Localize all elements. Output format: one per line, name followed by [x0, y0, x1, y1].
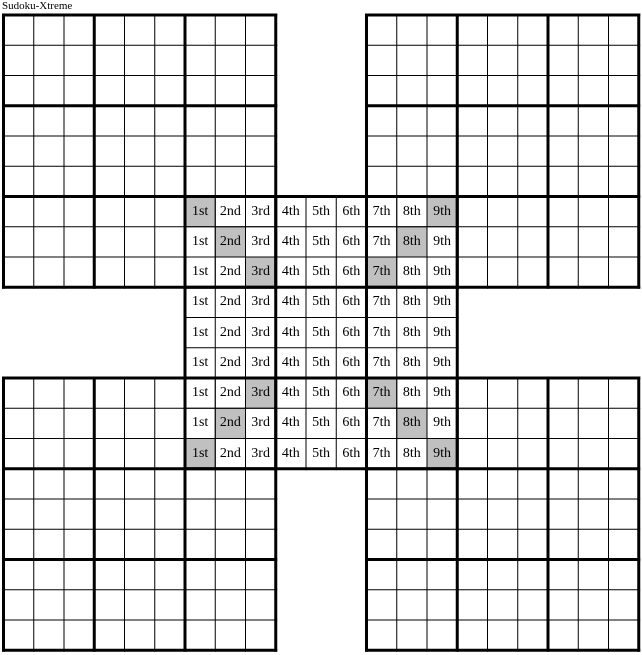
center-cell-r5c5: 5th [312, 324, 331, 340]
center-cell-r6c2: 2nd [219, 354, 241, 370]
center-cell-r8c5: 5th [312, 415, 331, 431]
center-cell-r4c2: 2nd [219, 294, 241, 310]
center-cell-r7c9: 9th [433, 385, 452, 401]
center-cell-r9c5: 5th [312, 445, 331, 461]
center-cell-r6c4: 4th [281, 354, 300, 370]
center-cell-r8c4: 4th [281, 415, 300, 431]
center-cell-r1c1-shaded: 1st [185, 197, 215, 227]
center-cell-r4c5: 5th [312, 294, 331, 310]
center-cell-r8c3: 3rd [251, 415, 270, 431]
center-cell-r4c9: 9th [433, 294, 452, 310]
center-cell-r3c3-shaded: 3rd [246, 257, 276, 287]
center-cell-r1c4: 4th [281, 203, 300, 219]
center-cell-r6c1: 1st [191, 354, 209, 370]
center-cell-r6c8: 8th [402, 354, 421, 370]
center-cell-r7c3-shaded: 3rd [246, 378, 276, 408]
center-cell-r3c5: 5th [312, 264, 331, 280]
center-cell-r2c1: 1st [191, 233, 209, 249]
center-cell-r3c8: 8th [402, 264, 421, 280]
center-cell-r9c4: 4th [281, 445, 300, 461]
center-cell-r2c7: 7th [372, 233, 391, 249]
center-cell-r1c2: 2nd [219, 203, 241, 219]
center-cell-r5c2: 2nd [219, 324, 241, 340]
center-cell-r1c6: 6th [342, 203, 361, 219]
center-cell-r5c7: 7th [372, 324, 391, 340]
center-cell-r2c4: 4th [281, 233, 300, 249]
center-cell-r5c6: 6th [342, 324, 361, 340]
center-cell-r1c7: 7th [372, 203, 391, 219]
center-cell-r5c1: 1st [191, 324, 209, 340]
center-cell-r3c6: 6th [342, 264, 361, 280]
center-cell-r3c1: 1st [191, 264, 209, 280]
center-cell-r5c4: 4th [281, 324, 300, 340]
center-cell-r9c3: 3rd [251, 445, 270, 461]
center-cell-r5c8: 8th [402, 324, 421, 340]
center-cell-r2c8-shaded: 8th [397, 227, 427, 257]
center-cell-r4c7: 7th [372, 294, 391, 310]
center-cell-r4c3: 3rd [251, 294, 270, 310]
center-cell-r7c4: 4th [281, 385, 300, 401]
center-cell-r9c1-shaded: 1st [185, 439, 215, 469]
center-cell-r6c3: 3rd [251, 354, 270, 370]
center-cell-r7c7-shaded: 7th [367, 378, 397, 408]
center-cell-r7c8: 8th [402, 385, 421, 401]
center-cell-r2c3: 3rd [251, 233, 270, 249]
center-cell-r8c9: 9th [433, 415, 452, 431]
center-cell-r5c9: 9th [433, 324, 452, 340]
center-cell-r7c6: 6th [342, 385, 361, 401]
center-cell-r3c9: 9th [433, 264, 452, 280]
center-cell-r9c9-shaded: 9th [427, 439, 457, 469]
center-cell-r3c7-shaded: 7th [367, 257, 397, 287]
center-cell-r4c8: 8th [402, 294, 421, 310]
center-cell-r6c7: 7th [372, 354, 391, 370]
center-cell-r9c8: 8th [402, 445, 421, 461]
center-cell-r4c1: 1st [191, 294, 209, 310]
center-cell-r4c6: 6th [342, 294, 361, 310]
center-cell-r3c2: 2nd [219, 264, 241, 280]
center-cell-r8c7: 7th [372, 415, 391, 431]
center-cell-r5c3: 3rd [251, 324, 270, 340]
center-cell-r1c8: 8th [402, 203, 421, 219]
center-cell-r9c6: 6th [342, 445, 361, 461]
center-grid [185, 197, 457, 469]
center-cell-r7c2: 2nd [219, 385, 241, 401]
center-cell-r8c6: 6th [342, 415, 361, 431]
puzzle-title: Sudoku-Xtreme [2, 0, 73, 12]
center-cell-r8c2-shaded: 2nd [215, 408, 245, 438]
center-cell-r6c9: 9th [433, 354, 452, 370]
center-cell-r7c1: 1st [191, 385, 209, 401]
center-cell-r1c3: 3rd [251, 203, 270, 219]
center-cell-r6c5: 5th [312, 354, 331, 370]
center-cell-r4c4: 4th [281, 294, 300, 310]
center-cell-r9c2: 2nd [219, 445, 241, 461]
center-cell-r2c5: 5th [312, 233, 331, 249]
center-cell-r2c6: 6th [342, 233, 361, 249]
center-cell-r1c5: 5th [312, 203, 331, 219]
center-cell-r7c5: 5th [312, 385, 331, 401]
center-cell-r2c2-shaded: 2nd [215, 227, 245, 257]
center-cell-r3c4: 4th [281, 264, 300, 280]
center-cell-r6c6: 6th [342, 354, 361, 370]
center-cell-r1c9-shaded: 9th [427, 197, 457, 227]
center-cell-r9c7: 7th [372, 445, 391, 461]
center-cell-r2c9: 9th [433, 233, 452, 249]
center-cell-r8c1: 1st [191, 415, 209, 431]
center-cell-r8c8-shaded: 8th [397, 408, 427, 438]
